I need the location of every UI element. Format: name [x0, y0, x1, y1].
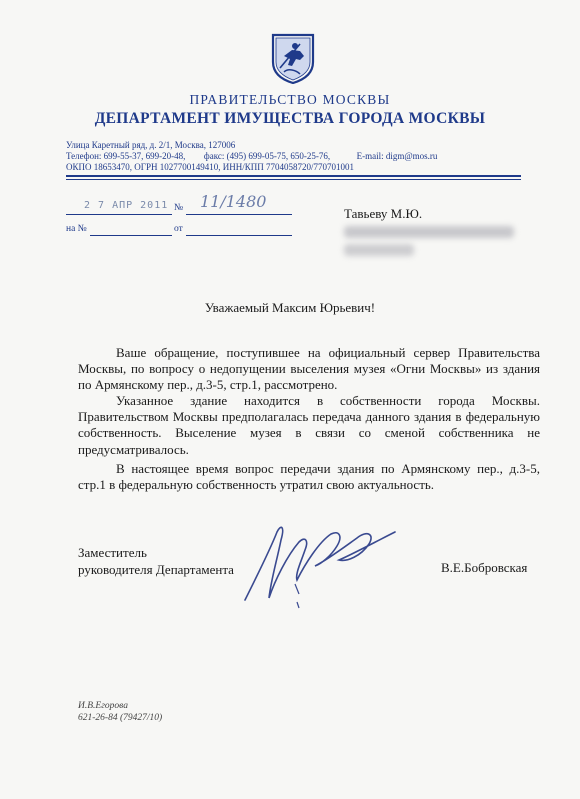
- date-stamp: 2 7 АПР 2011: [84, 200, 169, 211]
- paragraph-1: Ваше обращение, поступившее на официальный сервер Правительства Москвы, по вопросу о недопущении выселения музея «Огни Москвы» из здания по Армянскому пер., д.3-5, стр.1, рассмотрено.: [78, 345, 540, 393]
- phone: Телефон: 699-55-37, 699-20-48,: [66, 151, 186, 161]
- number-line: [186, 214, 292, 215]
- address-line: Улица Каретный ряд, д. 2/1, Москва, 127006: [66, 140, 236, 150]
- signatory-name: В.Е.Бобровская: [441, 560, 528, 575]
- redacted-address-line-2: [344, 244, 414, 256]
- greeting: Уважаемый Максим Юрьевич!: [204, 300, 376, 315]
- moscow-coat-of-arms-icon: [270, 32, 316, 84]
- letterhead-rule-thin: [66, 179, 521, 180]
- letterhead-contacts: [66, 140, 437, 173]
- signatory-title-line-2: руководителя Департамента: [78, 562, 234, 577]
- letter-body: [78, 345, 540, 493]
- redacted-address-line-1: [344, 226, 514, 238]
- contacts-line: [66, 151, 437, 162]
- date-line: [66, 214, 172, 215]
- paragraph-3: В настоящее время вопрос передачи здания по Армянскому пер., д.3-5, стр.1 в федеральную собственность утратил свою актуальность.: [78, 460, 540, 492]
- number-label: №: [174, 203, 184, 213]
- signatory-title: [78, 544, 234, 578]
- from-label: от: [174, 224, 183, 234]
- from-line: [186, 235, 292, 236]
- letterhead-rule-thick: [66, 175, 521, 177]
- handwritten-number: 11/1480: [200, 192, 267, 211]
- executor-info: [78, 700, 162, 724]
- signatory-title-line-1: Заместитель: [78, 545, 147, 560]
- codes-line: ОКПО 18653470, ОГРН 1027700149410, ИНН/КПП 7704058720/770701001: [66, 162, 354, 172]
- addressee-name: Тавьеву М.Ю.: [344, 206, 423, 221]
- executor-phone: 621-26-84 (79427/10): [78, 713, 163, 723]
- paragraph-2: Указанное здание находится в собственности города Москвы. Правительством Москвы предполагалась передача данного здания в федеральную собственность. Выселение музея в связи со сменой собственника не предусматривалось.: [78, 393, 540, 457]
- executor-name: И.В.Егорова: [78, 701, 128, 711]
- reply-to-line: [90, 235, 172, 236]
- fax: факс: (495) 699-05-75, 650-25-76,: [203, 151, 331, 161]
- government-title: ПРАВИТЕЛЬСТВО МОСКВЫ: [189, 92, 391, 107]
- reply-to-label: на №: [66, 224, 87, 234]
- handwritten-signature: [235, 520, 425, 610]
- email: E-mail: digm@mos.ru: [356, 151, 438, 161]
- department-title: ДЕПАРТАМЕНТ ИМУЩЕСТВА ГОРОДА МОСКВЫ: [94, 110, 486, 127]
